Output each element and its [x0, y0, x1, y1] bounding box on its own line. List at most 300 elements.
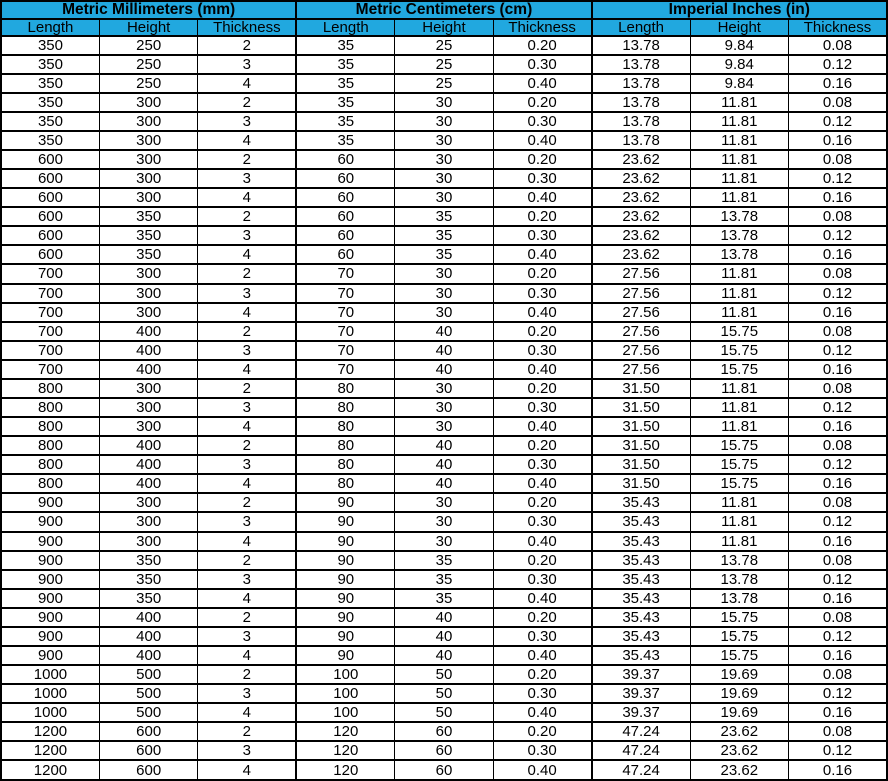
cell: 4	[198, 417, 296, 436]
cell: 13.78	[690, 226, 788, 245]
table-row	[1, 760, 887, 780]
table-row	[1, 474, 887, 493]
cell: 0.08	[789, 207, 888, 226]
cell: 60	[296, 150, 394, 169]
cell: 70	[296, 341, 394, 360]
cell: 60	[395, 741, 493, 760]
table-row	[1, 608, 887, 627]
cell: 120	[296, 741, 394, 760]
cell: 100	[296, 703, 394, 722]
cell: 3	[198, 684, 296, 703]
cell: 300	[99, 493, 197, 512]
cell: 80	[296, 398, 394, 417]
cell: 2	[198, 150, 296, 169]
cell: 0.12	[789, 341, 888, 360]
cell: 300	[99, 131, 197, 150]
group-header-mm: Metric Millimeters (mm)	[1, 1, 296, 19]
cell: 60	[395, 760, 493, 780]
cell: 0.16	[789, 74, 888, 93]
cell: 30	[395, 264, 493, 283]
cell: 2	[198, 322, 296, 341]
cell: 350	[99, 245, 197, 264]
cell: 35.43	[592, 608, 690, 627]
cell: 3	[198, 169, 296, 188]
cell: 50	[395, 684, 493, 703]
cell: 3	[198, 455, 296, 474]
cell: 47.24	[592, 760, 690, 780]
cell: 0.20	[493, 551, 591, 570]
cell: 600	[1, 150, 99, 169]
cell: 300	[99, 379, 197, 398]
cell: 600	[1, 169, 99, 188]
cell: 500	[99, 703, 197, 722]
cell: 23.62	[592, 207, 690, 226]
cell: 15.75	[690, 646, 788, 665]
cell: 0.08	[789, 722, 888, 741]
cell: 35	[296, 112, 394, 131]
cell: 30	[395, 532, 493, 551]
cell: 27.56	[592, 360, 690, 379]
cell: 0.40	[493, 589, 591, 608]
cell: 0.30	[493, 455, 591, 474]
cell: 40	[395, 322, 493, 341]
cell: 19.69	[690, 703, 788, 722]
cell: 40	[395, 360, 493, 379]
cell: 11.81	[690, 417, 788, 436]
cell: 700	[1, 360, 99, 379]
cell: 3	[198, 570, 296, 589]
cell: 0.20	[493, 93, 591, 112]
cell: 31.50	[592, 398, 690, 417]
cell: 0.08	[789, 436, 888, 455]
table-row	[1, 589, 887, 608]
cell: 0.30	[493, 570, 591, 589]
table-row	[1, 36, 887, 55]
table-row	[1, 646, 887, 665]
cell: 15.75	[690, 322, 788, 341]
cell: 23.62	[592, 245, 690, 264]
cell: 600	[1, 226, 99, 245]
cell: 31.50	[592, 436, 690, 455]
cell: 0.30	[493, 741, 591, 760]
cell: 3	[198, 741, 296, 760]
cell: 0.12	[789, 512, 888, 531]
column-header-cm-length: Length	[296, 19, 394, 36]
cell: 9.84	[690, 74, 788, 93]
cell: 60	[296, 245, 394, 264]
cell: 27.56	[592, 303, 690, 322]
cell: 27.56	[592, 322, 690, 341]
cell: 30	[395, 512, 493, 531]
cell: 23.62	[690, 741, 788, 760]
cell: 700	[1, 322, 99, 341]
cell: 500	[99, 684, 197, 703]
cell: 0.40	[493, 417, 591, 436]
cell: 400	[99, 341, 197, 360]
cell: 23.62	[690, 722, 788, 741]
cell: 0.12	[789, 455, 888, 474]
cell: 19.69	[690, 665, 788, 684]
cell: 2	[198, 493, 296, 512]
cell: 900	[1, 493, 99, 512]
cell: 350	[99, 570, 197, 589]
cell: 700	[1, 341, 99, 360]
table-body	[1, 36, 887, 781]
cell: 0.40	[493, 703, 591, 722]
group-header-in: Imperial Inches (in)	[592, 1, 887, 19]
cell: 0.16	[789, 303, 888, 322]
cell: 0.16	[789, 703, 888, 722]
cell: 13.78	[592, 74, 690, 93]
cell: 900	[1, 512, 99, 531]
cell: 31.50	[592, 379, 690, 398]
cell: 0.08	[789, 551, 888, 570]
table-header	[1, 1, 887, 36]
table-row	[1, 360, 887, 379]
cell: 30	[395, 112, 493, 131]
cell: 2	[198, 608, 296, 627]
cell: 40	[395, 646, 493, 665]
cell: 50	[395, 703, 493, 722]
table-row	[1, 455, 887, 474]
cell: 4	[198, 474, 296, 493]
cell: 35	[395, 551, 493, 570]
cell: 31.50	[592, 455, 690, 474]
cell: 400	[99, 436, 197, 455]
cell: 100	[296, 665, 394, 684]
cell: 60	[296, 207, 394, 226]
cell: 350	[99, 551, 197, 570]
cell: 0.40	[493, 131, 591, 150]
cell: 0.08	[789, 493, 888, 512]
cell: 15.75	[690, 341, 788, 360]
cell: 3	[198, 112, 296, 131]
cell: 30	[395, 131, 493, 150]
cell: 70	[296, 322, 394, 341]
cell: 35.43	[592, 646, 690, 665]
column-header-mm-height: Height	[99, 19, 197, 36]
cell: 0.40	[493, 760, 591, 780]
cell: 11.81	[690, 188, 788, 207]
cell: 300	[99, 303, 197, 322]
cell: 80	[296, 379, 394, 398]
table-row	[1, 169, 887, 188]
cell: 80	[296, 436, 394, 455]
cell: 0.40	[493, 646, 591, 665]
cell: 1000	[1, 665, 99, 684]
cell: 900	[1, 551, 99, 570]
table-row	[1, 341, 887, 360]
table-row	[1, 112, 887, 131]
cell: 700	[1, 264, 99, 283]
cell: 90	[296, 493, 394, 512]
cell: 800	[1, 398, 99, 417]
cell: 300	[99, 417, 197, 436]
cell: 35	[296, 36, 394, 55]
cell: 90	[296, 646, 394, 665]
cell: 0.30	[493, 284, 591, 303]
cell: 1200	[1, 741, 99, 760]
cell: 0.20	[493, 322, 591, 341]
cell: 25	[395, 36, 493, 55]
cell: 60	[395, 722, 493, 741]
cell: 800	[1, 455, 99, 474]
cell: 300	[99, 112, 197, 131]
table-row	[1, 207, 887, 226]
cell: 0.40	[493, 188, 591, 207]
cell: 0.20	[493, 150, 591, 169]
cell: 0.16	[789, 188, 888, 207]
cell: 0.20	[493, 436, 591, 455]
cell: 11.81	[690, 93, 788, 112]
column-header-in-length: Length	[592, 19, 690, 36]
cell: 27.56	[592, 341, 690, 360]
column-header-row	[1, 19, 887, 36]
cell: 27.56	[592, 284, 690, 303]
cell: 250	[99, 55, 197, 74]
table-row	[1, 665, 887, 684]
cell: 350	[99, 589, 197, 608]
cell: 90	[296, 570, 394, 589]
cell: 0.40	[493, 74, 591, 93]
table-row	[1, 379, 887, 398]
cell: 4	[198, 703, 296, 722]
cell: 30	[395, 188, 493, 207]
cell: 0.16	[789, 532, 888, 551]
cell: 3	[198, 627, 296, 646]
cell: 400	[99, 646, 197, 665]
cell: 800	[1, 474, 99, 493]
cell: 600	[1, 207, 99, 226]
cell: 0.08	[789, 322, 888, 341]
cell: 3	[198, 341, 296, 360]
cell: 0.40	[493, 474, 591, 493]
table-row	[1, 55, 887, 74]
cell: 3	[198, 226, 296, 245]
cell: 11.81	[690, 398, 788, 417]
cell: 0.08	[789, 150, 888, 169]
cell: 4	[198, 646, 296, 665]
cell: 15.75	[690, 360, 788, 379]
cell: 0.40	[493, 532, 591, 551]
cell: 4	[198, 74, 296, 93]
cell: 4	[198, 188, 296, 207]
cell: 600	[1, 188, 99, 207]
cell: 0.08	[789, 665, 888, 684]
cell: 15.75	[690, 627, 788, 646]
cell: 40	[395, 341, 493, 360]
cell: 1200	[1, 722, 99, 741]
group-header-row	[1, 1, 887, 19]
cell: 2	[198, 436, 296, 455]
column-header-mm-thickness: Thickness	[198, 19, 296, 36]
cell: 40	[395, 455, 493, 474]
cell: 35.43	[592, 627, 690, 646]
cell: 13.78	[592, 55, 690, 74]
cell: 0.30	[493, 55, 591, 74]
cell: 0.20	[493, 665, 591, 684]
cell: 0.40	[493, 245, 591, 264]
cell: 30	[395, 303, 493, 322]
cell: 11.81	[690, 284, 788, 303]
cell: 11.81	[690, 493, 788, 512]
cell: 30	[395, 150, 493, 169]
group-header-cm: Metric Centimeters (cm)	[296, 1, 591, 19]
table-row	[1, 303, 887, 322]
cell: 0.08	[789, 379, 888, 398]
cell: 40	[395, 436, 493, 455]
cell: 0.12	[789, 226, 888, 245]
cell: 35	[296, 93, 394, 112]
cell: 400	[99, 474, 197, 493]
cell: 39.37	[592, 703, 690, 722]
cell: 0.08	[789, 608, 888, 627]
cell: 11.81	[690, 131, 788, 150]
cell: 400	[99, 627, 197, 646]
cell: 400	[99, 360, 197, 379]
cell: 3	[198, 398, 296, 417]
cell: 30	[395, 93, 493, 112]
cell: 700	[1, 303, 99, 322]
cell: 35.43	[592, 589, 690, 608]
cell: 35	[296, 55, 394, 74]
table-row	[1, 131, 887, 150]
cell: 900	[1, 608, 99, 627]
table-row	[1, 512, 887, 531]
cell: 800	[1, 379, 99, 398]
table-row	[1, 188, 887, 207]
cell: 15.75	[690, 436, 788, 455]
cell: 0.12	[789, 570, 888, 589]
cell: 0.40	[493, 303, 591, 322]
cell: 2	[198, 36, 296, 55]
cell: 0.12	[789, 627, 888, 646]
table-row	[1, 264, 887, 283]
table-row	[1, 150, 887, 169]
cell: 400	[99, 455, 197, 474]
table-row	[1, 74, 887, 93]
cell: 39.37	[592, 665, 690, 684]
cell: 23.62	[592, 226, 690, 245]
cell: 0.12	[789, 398, 888, 417]
cell: 35	[395, 245, 493, 264]
cell: 400	[99, 608, 197, 627]
cell: 90	[296, 608, 394, 627]
cell: 15.75	[690, 474, 788, 493]
cell: 300	[99, 169, 197, 188]
cell: 30	[395, 398, 493, 417]
cell: 3	[198, 512, 296, 531]
table-row	[1, 684, 887, 703]
cell: 0.30	[493, 169, 591, 188]
cell: 70	[296, 264, 394, 283]
cell: 30	[395, 417, 493, 436]
table-row	[1, 703, 887, 722]
cell: 11.81	[690, 169, 788, 188]
table-row	[1, 284, 887, 303]
cell: 0.30	[493, 398, 591, 417]
cell: 60	[296, 188, 394, 207]
cell: 35	[296, 74, 394, 93]
cell: 2	[198, 379, 296, 398]
cell: 35	[395, 207, 493, 226]
cell: 90	[296, 532, 394, 551]
table-row	[1, 436, 887, 455]
cell: 90	[296, 512, 394, 531]
cell: 40	[395, 474, 493, 493]
cell: 35	[395, 570, 493, 589]
cell: 0.30	[493, 627, 591, 646]
cell: 2	[198, 93, 296, 112]
column-header-cm-height: Height	[395, 19, 493, 36]
cell: 0.30	[493, 226, 591, 245]
cell: 350	[1, 55, 99, 74]
cell: 0.16	[789, 760, 888, 780]
cell: 25	[395, 55, 493, 74]
cell: 0.20	[493, 608, 591, 627]
cell: 80	[296, 417, 394, 436]
cell: 300	[99, 264, 197, 283]
cell: 11.81	[690, 512, 788, 531]
cell: 70	[296, 303, 394, 322]
cell: 0.30	[493, 512, 591, 531]
cell: 350	[1, 74, 99, 93]
cell: 800	[1, 436, 99, 455]
cell: 40	[395, 627, 493, 646]
cell: 4	[198, 360, 296, 379]
cell: 70	[296, 360, 394, 379]
table-row	[1, 245, 887, 264]
cell: 23.62	[592, 188, 690, 207]
cell: 2	[198, 722, 296, 741]
cell: 0.40	[493, 360, 591, 379]
cell: 35.43	[592, 551, 690, 570]
cell: 120	[296, 722, 394, 741]
cell: 60	[296, 226, 394, 245]
table-row	[1, 722, 887, 741]
cell: 90	[296, 589, 394, 608]
cell: 3	[198, 55, 296, 74]
cell: 400	[99, 322, 197, 341]
cell: 300	[99, 398, 197, 417]
cell: 300	[99, 93, 197, 112]
cell: 0.16	[789, 360, 888, 379]
table-row	[1, 532, 887, 551]
cell: 13.78	[592, 112, 690, 131]
cell: 60	[296, 169, 394, 188]
cell: 0.12	[789, 112, 888, 131]
cell: 900	[1, 646, 99, 665]
cell: 500	[99, 665, 197, 684]
cell: 900	[1, 589, 99, 608]
column-header-in-thickness: Thickness	[789, 19, 888, 36]
cell: 35.43	[592, 493, 690, 512]
cell: 0.20	[493, 264, 591, 283]
cell: 15.75	[690, 455, 788, 474]
cell: 4	[198, 303, 296, 322]
cell: 350	[1, 112, 99, 131]
table-row	[1, 627, 887, 646]
cell: 11.81	[690, 379, 788, 398]
cell: 13.78	[592, 36, 690, 55]
cell: 350	[99, 226, 197, 245]
cell: 0.16	[789, 646, 888, 665]
cell: 0.16	[789, 474, 888, 493]
cell: 0.08	[789, 93, 888, 112]
cell: 50	[395, 665, 493, 684]
cell: 0.08	[789, 36, 888, 55]
cell: 40	[395, 608, 493, 627]
